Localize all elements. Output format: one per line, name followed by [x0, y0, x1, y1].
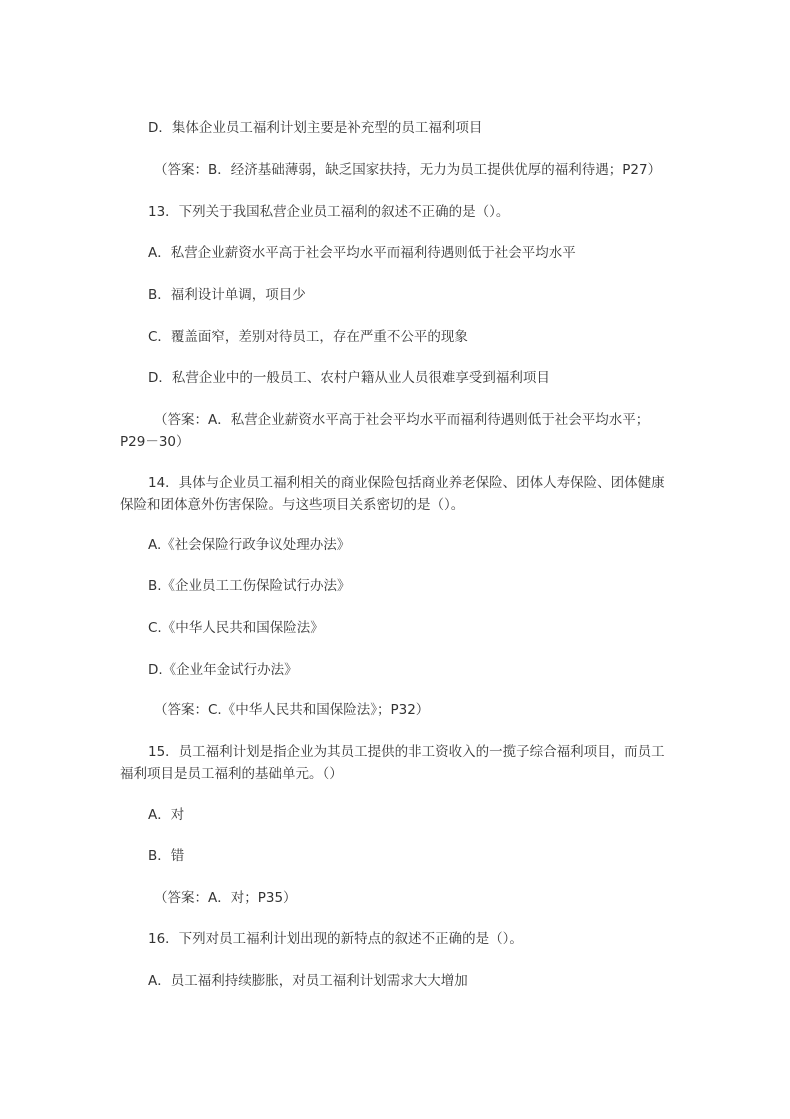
question-16: 16．下列对员工福利计划出现的新特点的叙述不正确的是（）。	[148, 931, 523, 947]
option-b: B.《企业员工工伤保险试行办法》	[148, 578, 351, 594]
answer-13: （答案：A．私营企业薪资水平高于社会平均水平而福利待遇则低于社会平均水平；P29－30）	[120, 412, 650, 450]
option-a: A．员工福利持续膨胀，对员工福利计划需求大大增加	[148, 973, 468, 989]
option-b: B．福利设计单调，项目少	[148, 287, 306, 303]
option-a: A．私营企业薪资水平高于社会平均水平而福利待遇则低于社会平均水平	[148, 245, 576, 261]
option-d: D．私营企业中的一般员工、农村户籍从业人员很难享受到福利项目	[148, 370, 550, 386]
answer-12: （答案：B．经济基础薄弱，缺乏国家扶持，无力为员工提供优厚的福利待遇；P27）	[154, 162, 662, 178]
question-14: 14．具体与企业员工福利相关的商业保险包括商业养老保险、团体人寿保险、团体健康保险和团体意外伤害保险。与这些项目关系密切的是（）。	[120, 475, 665, 513]
question-15: 15．员工福利计划是指企业为其员工提供的非工资收入的一揽子综合福利项目，而员工福利项目是员工福利的基础单元。（）	[120, 744, 665, 782]
option-a: A．对	[148, 807, 185, 823]
option-c: C.《中华人民共和国保险法》	[148, 620, 324, 636]
option-c: C．覆盖面窄，差别对待员工，存在严重不公平的现象	[148, 329, 468, 345]
option-d: D．集体企业员工福利计划主要是补充型的员工福利项目	[148, 120, 483, 136]
answer-14: （答案：C.《中华人民共和国保险法》；P32）	[154, 702, 430, 718]
answer-15: （答案：A．对；P35）	[154, 890, 297, 906]
question-13: 13．下列关于我国私营企业员工福利的叙述不正确的是（）。	[148, 204, 510, 220]
option-d: D.《企业年金试行办法》	[148, 662, 298, 678]
option-b: B．错	[148, 848, 185, 864]
option-a: A.《社会保险行政争议处理办法》	[148, 537, 351, 553]
